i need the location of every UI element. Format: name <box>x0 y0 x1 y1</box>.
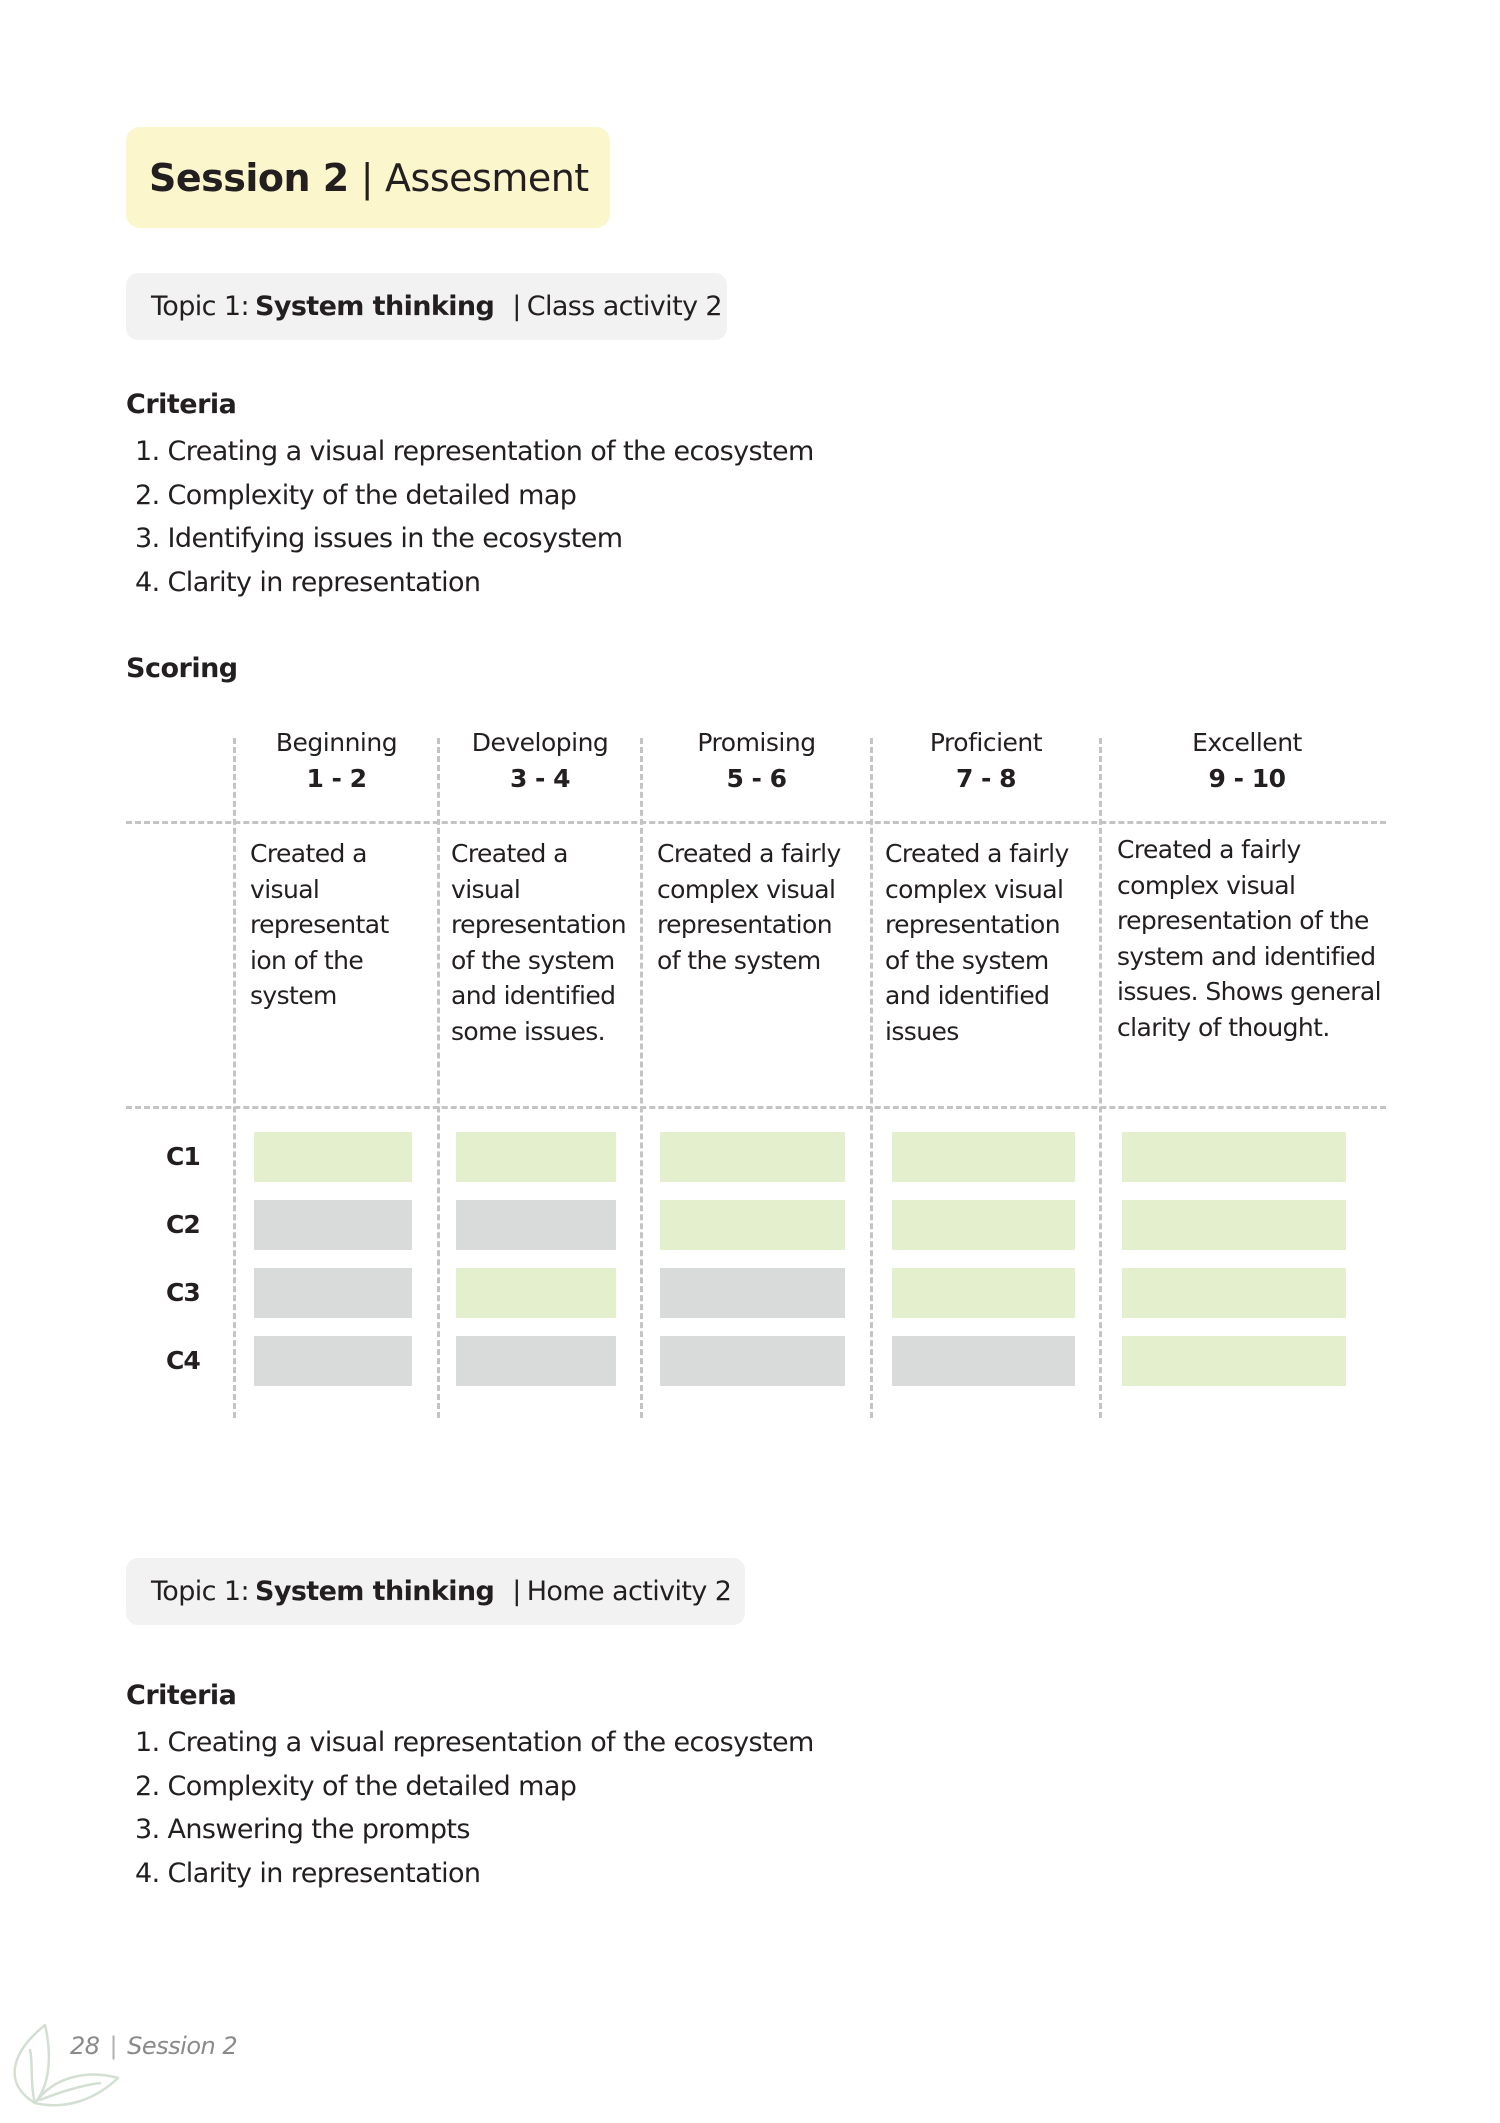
table-divider-vertical <box>1099 738 1102 1418</box>
criteria-item: 1. Creating a visual representation of the ecosystem <box>135 1727 814 1758</box>
score-cell-c4-proficient[interactable] <box>892 1336 1075 1386</box>
score-cell-c3-developing[interactable] <box>456 1268 616 1318</box>
topic-separator: | <box>512 291 521 322</box>
session-number: Session 2 <box>149 155 349 200</box>
level-name: Proficient <box>929 728 1043 757</box>
level-description: Created a fairly complex visual representation of the system and identified issues. Shows general clarity of thought. <box>1117 835 1381 1042</box>
criteria-item: 2. Complexity of the detailed map <box>135 1770 577 1802</box>
level-range: 5 - 6 <box>726 764 787 793</box>
level-description: Created a visual representation of the system and identified some issues. <box>451 839 626 1046</box>
criteria-item: 4. Clarity in representation <box>135 566 481 598</box>
scoring-heading: Scoring <box>126 653 238 684</box>
topic-name: System thinking <box>254 291 495 322</box>
criterion-row-label: C2 <box>166 1210 200 1239</box>
table-divider-vertical <box>640 738 643 1418</box>
level-description: Created a visual representat ion of the system <box>250 839 389 1010</box>
criteria-item: 3. Identifying issues in the ecosystem <box>135 523 623 554</box>
level-name: Beginning <box>275 728 398 757</box>
level-name: Promising <box>697 728 816 757</box>
score-cell-c1-excellent[interactable] <box>1122 1132 1346 1182</box>
score-cell-c3-beginning[interactable] <box>254 1268 412 1318</box>
score-cell-c2-promising[interactable] <box>660 1200 845 1250</box>
home-activity-topic-banner <box>126 1558 745 1625</box>
level-name: Developing <box>471 728 609 757</box>
criteria-item: 1. Creating a visual representation of the ecosystem <box>135 436 814 467</box>
activity-name: Class activity 2 <box>526 291 723 322</box>
session-title-banner <box>126 127 610 228</box>
level-range: 9 - 10 <box>1208 764 1286 793</box>
score-cell-c3-excellent[interactable] <box>1122 1268 1346 1318</box>
criteria-item: 3. Answering the prompts <box>135 1814 470 1845</box>
score-cell-c4-promising[interactable] <box>660 1336 845 1386</box>
session-title: Assesment <box>385 155 589 200</box>
page-footer <box>70 2032 237 2060</box>
level-description: Created a fairly complex visual representation of the system <box>657 839 841 975</box>
level-range: 7 - 8 <box>955 764 1017 793</box>
topic-prefix: Topic 1: <box>151 1576 249 1607</box>
score-cell-c2-excellent[interactable] <box>1122 1200 1346 1250</box>
score-cell-c1-promising[interactable] <box>660 1132 845 1182</box>
score-cell-c1-developing[interactable] <box>456 1132 616 1182</box>
score-cell-c4-excellent[interactable] <box>1122 1336 1346 1386</box>
level-description: Created a fairly complex visual representation of the system and identified issues <box>885 839 1069 1046</box>
topic-name: System thinking <box>254 1576 495 1607</box>
score-cell-c3-promising[interactable] <box>660 1268 845 1318</box>
score-cell-c4-beginning[interactable] <box>254 1336 412 1386</box>
table-divider-vertical <box>233 738 236 1418</box>
score-cell-c2-proficient[interactable] <box>892 1200 1075 1250</box>
level-header-excellent <box>1102 725 1392 797</box>
criterion-row-label: C4 <box>166 1346 200 1375</box>
criterion-row-label: C1 <box>166 1142 200 1171</box>
criteria-heading: Criteria <box>126 389 237 420</box>
level-name: Excellent <box>1192 728 1302 757</box>
criteria-heading: Criteria <box>126 1680 237 1711</box>
class-activity-topic-banner <box>126 273 727 340</box>
level-header-proficient <box>873 725 1099 797</box>
level-header-developing <box>440 725 640 797</box>
title-separator: | <box>360 155 374 200</box>
activity-name: Home activity 2 <box>526 1576 732 1607</box>
topic-prefix: Topic 1: <box>151 291 249 322</box>
level-range: 3 - 4 <box>509 764 571 793</box>
score-cell-c4-developing[interactable] <box>456 1336 616 1386</box>
criteria-item: 2. Complexity of the detailed map <box>135 479 577 511</box>
footer-separator: | <box>109 2032 118 2060</box>
score-cell-c1-beginning[interactable] <box>254 1132 412 1182</box>
level-range: 1 - 2 <box>306 764 367 793</box>
topic-separator: | <box>512 1576 521 1607</box>
criterion-row-label: C3 <box>166 1278 200 1307</box>
criteria-list <box>135 430 814 604</box>
page-number: 28 <box>70 2032 100 2060</box>
table-divider-vertical <box>870 738 873 1418</box>
score-cell-c1-proficient[interactable] <box>892 1132 1075 1182</box>
score-cell-c2-developing[interactable] <box>456 1200 616 1250</box>
level-header-promising <box>643 725 870 797</box>
table-divider-vertical <box>437 738 440 1418</box>
footer-section: Session 2 <box>127 2032 238 2060</box>
criteria-list <box>135 1721 814 1895</box>
table-divider-horizontal <box>126 1106 1386 1109</box>
table-divider-horizontal <box>126 821 1386 824</box>
score-cell-c3-proficient[interactable] <box>892 1268 1075 1318</box>
criteria-item: 4. Clarity in representation <box>135 1857 481 1889</box>
level-header-beginning <box>236 725 437 797</box>
score-cell-c2-beginning[interactable] <box>254 1200 412 1250</box>
